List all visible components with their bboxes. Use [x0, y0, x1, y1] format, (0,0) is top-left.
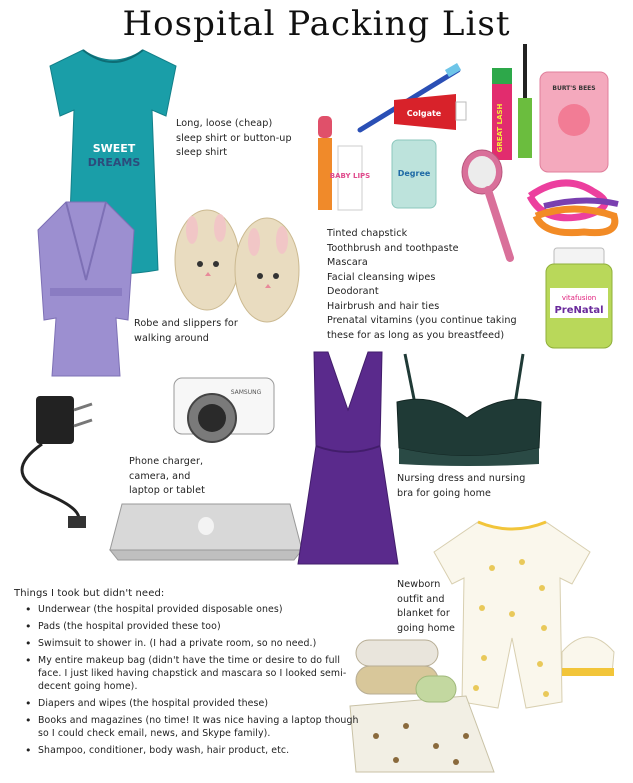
- caption-line: camera, and: [129, 470, 191, 482]
- list-item: • My entire makeup bag (didn't have the time or desire to do full face. I just liked having chapstick and mascara so I looked semi-decent going home).: [38, 654, 359, 693]
- caption-line: bra for going home: [397, 487, 492, 499]
- caption-line: sleep shirt: [176, 147, 228, 158]
- caption-line: walking around: [134, 332, 209, 344]
- robe-image: [36, 200, 136, 380]
- laptop-image: [108, 500, 303, 568]
- caption-line: Deodorant: [327, 286, 379, 297]
- page-title: Hospital Packing List: [122, 4, 511, 44]
- shirt-print-line1: SWEET: [92, 142, 136, 155]
- caption-line: blanket for: [397, 608, 450, 619]
- caption-line: going home: [397, 622, 456, 634]
- list-item: • Pads (the hospital provided these too): [38, 620, 359, 633]
- caption-robe: [134, 317, 294, 346]
- wipes-image: [538, 70, 610, 175]
- caption-toiletries: [327, 227, 547, 343]
- vitamins-name: PreNatal: [554, 305, 604, 316]
- vitamins-brand: vitafusion: [561, 294, 597, 302]
- phone-charger-image: [12, 392, 122, 532]
- vitamins-image: [544, 248, 614, 350]
- camera-image: [172, 370, 282, 452]
- caption-newborn: [397, 578, 477, 636]
- caption-line: Hairbrush and hair ties: [327, 300, 440, 312]
- mascara-label: GREAT LASH: [496, 103, 504, 153]
- not-needed-header: Things I took but didn't need:: [14, 588, 165, 599]
- caption-nursing: [397, 472, 577, 501]
- slippers-image: [162, 180, 312, 330]
- caption-electronics: [129, 455, 249, 499]
- toothpaste-label: Colgate: [406, 109, 442, 118]
- shirt-print-line2: DREAMS: [87, 156, 141, 169]
- caption-line: Newborn: [397, 579, 441, 590]
- caption-line: Mascara: [327, 257, 368, 268]
- caption-line: outfit and: [397, 593, 445, 605]
- blanket-image: [346, 636, 496, 776]
- caption-line: these for as long as you breastfeed): [327, 329, 505, 341]
- caption-line: Toothbrush and toothpaste: [327, 242, 459, 254]
- chapstick-label: BABY LIPS: [329, 172, 371, 180]
- nursing-bra-image: [393, 352, 545, 468]
- deodorant-image: [390, 138, 440, 210]
- list-item: • Underwear (the hospital provided disposable ones): [38, 603, 359, 616]
- deodorant-label: Degree: [397, 169, 431, 178]
- caption-line: sleep shirt or button-up: [176, 132, 292, 144]
- list-item: • Books and magazines (no time! It was nice having a laptop though so I could check email, news, and Skype family).: [38, 714, 359, 740]
- toothpaste-image: [390, 92, 470, 132]
- caption-sleep-shirt: [176, 117, 326, 161]
- caption-line: laptop or tablet: [129, 485, 205, 496]
- caption-line: Phone charger,: [129, 456, 204, 467]
- list-item: • Diapers and wipes (the hospital provided these): [38, 697, 359, 710]
- nursing-dress-image: [296, 350, 400, 568]
- camera-label: SAMSUNG: [230, 389, 262, 396]
- caption-line: Long, loose (cheap): [176, 118, 273, 129]
- wipes-label: BURT'S BEES: [552, 85, 596, 92]
- caption-line: Facial cleansing wipes: [327, 271, 436, 283]
- caption-line: Tinted chapstick: [327, 228, 408, 239]
- caption-line: Robe and slippers for: [134, 318, 238, 329]
- list-item: • Shampoo, conditioner, body wash, hair product, etc.: [38, 744, 359, 757]
- caption-line: Nursing dress and nursing: [397, 473, 526, 484]
- not-needed-list: [14, 587, 359, 761]
- list-item: • Swimsuit to shower in. (I had a private room, so no need.): [38, 637, 359, 650]
- caption-line: Prenatal vitamins (you continue taking: [327, 315, 517, 326]
